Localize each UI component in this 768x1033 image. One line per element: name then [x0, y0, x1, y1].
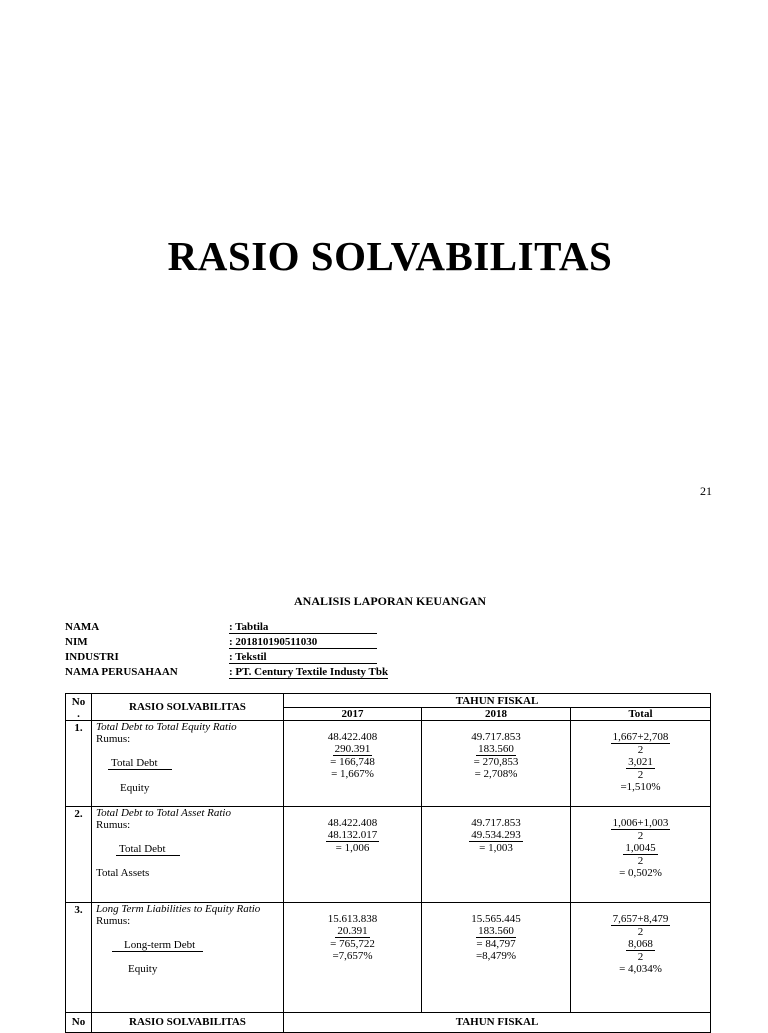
row-number: 2.: [66, 807, 92, 903]
formula-label: Rumus:: [96, 733, 131, 745]
formula-denominator: Equity: [128, 963, 158, 975]
formula-label: Rumus:: [96, 915, 131, 927]
calc-line: 2: [637, 855, 644, 867]
calc-2017: [284, 721, 422, 807]
calc-line: 15.613.838: [327, 913, 378, 925]
page-number: 21: [700, 484, 712, 498]
calc-line: 15.565.445: [471, 913, 521, 925]
page-title: RASIO SOLVABILITAS: [167, 233, 613, 279]
header-fiscal-year: TAHUN FISKAL: [284, 1013, 711, 1033]
formula-denominator: Equity: [120, 782, 150, 794]
repeated-header-row: [66, 1013, 711, 1033]
calc-line: 2: [637, 769, 644, 781]
header-no: [66, 694, 92, 721]
calc-line: 49.717.853: [471, 817, 521, 829]
calc-line: 49.717.853: [471, 731, 521, 743]
ratio-table: [65, 693, 711, 1033]
info-value: [229, 665, 388, 678]
report-heading: ANALISIS LAPORAN KEUANGAN: [293, 594, 487, 608]
calc-line: 7,657+8,479: [612, 913, 669, 925]
company-name: : PT. Century Textile Industy Tbk: [229, 666, 389, 678]
calc-line: 183.560: [478, 743, 514, 755]
calc-line: 8,068: [628, 938, 653, 950]
calc-line: = 166,748: [330, 756, 375, 768]
calc-line: = 1,667%: [331, 768, 374, 780]
header-2017: 2017: [284, 708, 422, 721]
calc-line: = 1,003: [479, 842, 513, 854]
formula-denominator: Total Assets: [96, 867, 150, 879]
row-number: 3.: [66, 903, 92, 1013]
info-label: NAMA PERUSAHAAN: [65, 666, 178, 678]
header-no-dot: .: [77, 707, 80, 720]
calc-line: 48.422.408: [327, 731, 378, 743]
formula-label: Rumus:: [96, 819, 131, 831]
row-number: 1.: [66, 721, 92, 807]
info-label: INDUSTRI: [65, 651, 119, 663]
ratio-name: Total Debt to Total Equity Ratio: [96, 721, 237, 733]
ratio-description: [92, 807, 284, 903]
calc-total: [571, 721, 711, 807]
calc-line: 290.391: [334, 743, 371, 755]
formula-numerator: Total Debt: [108, 757, 172, 770]
ratio-name: Total Debt to Total Asset Ratio: [96, 807, 231, 819]
calc-line: = 765,722: [330, 938, 375, 950]
calc-line: 2: [637, 744, 644, 756]
header-no-label: No: [71, 695, 86, 708]
ratio-description: [92, 903, 284, 1013]
calc-line: 183.560: [478, 925, 514, 937]
calc-line: 2: [637, 830, 644, 842]
calc-2018: [422, 903, 571, 1013]
calc-line: = 270,853: [473, 756, 519, 768]
calc-line: 48.132.017: [327, 829, 378, 841]
calc-2017: [284, 807, 422, 903]
info-value: : Tekstil: [229, 650, 377, 664]
calc-line: = 2,708%: [474, 768, 518, 780]
calc-total: [571, 903, 711, 1013]
calc-line: = 4,034%: [619, 963, 662, 975]
calc-2018: [422, 721, 571, 807]
header-ratio: RASIO SOLVABILITAS: [92, 694, 284, 721]
table-row: [66, 807, 711, 903]
calc-total: [571, 807, 711, 903]
calc-line: 20.391: [337, 925, 368, 937]
calc-line: =1,510%: [620, 781, 661, 793]
info-label: NIM: [65, 636, 88, 648]
ratio-name: Long Term Liabilities to Equity Ratio: [96, 903, 261, 915]
info-value: : Tabtila: [229, 620, 377, 634]
calc-line: =8,479%: [475, 950, 517, 962]
calc-line: = 84,797: [476, 938, 516, 950]
header-no: No: [66, 1013, 92, 1033]
header-fiscal-year: TAHUN FISKAL: [284, 694, 711, 708]
calc-line: = 1,006: [335, 842, 370, 854]
header-total: Total: [571, 708, 711, 721]
header-2018: 2018: [422, 708, 571, 721]
ratio-description: [92, 721, 284, 807]
calc-line: 2: [637, 926, 644, 938]
calc-line: =7,657%: [332, 950, 373, 962]
info-label: NAMA: [65, 621, 100, 633]
calc-2017: [284, 903, 422, 1013]
calc-line: 1,006+1,003: [612, 817, 669, 829]
calc-line: = 0,502%: [619, 867, 662, 879]
calc-line: 3,021: [628, 756, 653, 768]
calc-line: 2: [637, 951, 644, 963]
table-row: [66, 903, 711, 1013]
info-value: : 201810190511030: [229, 635, 377, 649]
calc-line: 1,0045: [625, 842, 656, 854]
calc-line: 48.422.408: [327, 817, 378, 829]
calc-line: 49.534.293: [471, 829, 521, 841]
table-row: [66, 721, 711, 807]
formula-numerator: Total Debt: [116, 843, 180, 856]
calc-line: 1,667+2,708: [612, 731, 669, 743]
formula-numerator: Long-term Debt: [112, 939, 203, 952]
calc-2018: [422, 807, 571, 903]
header-ratio: RASIO SOLVABILITAS: [92, 1013, 284, 1033]
